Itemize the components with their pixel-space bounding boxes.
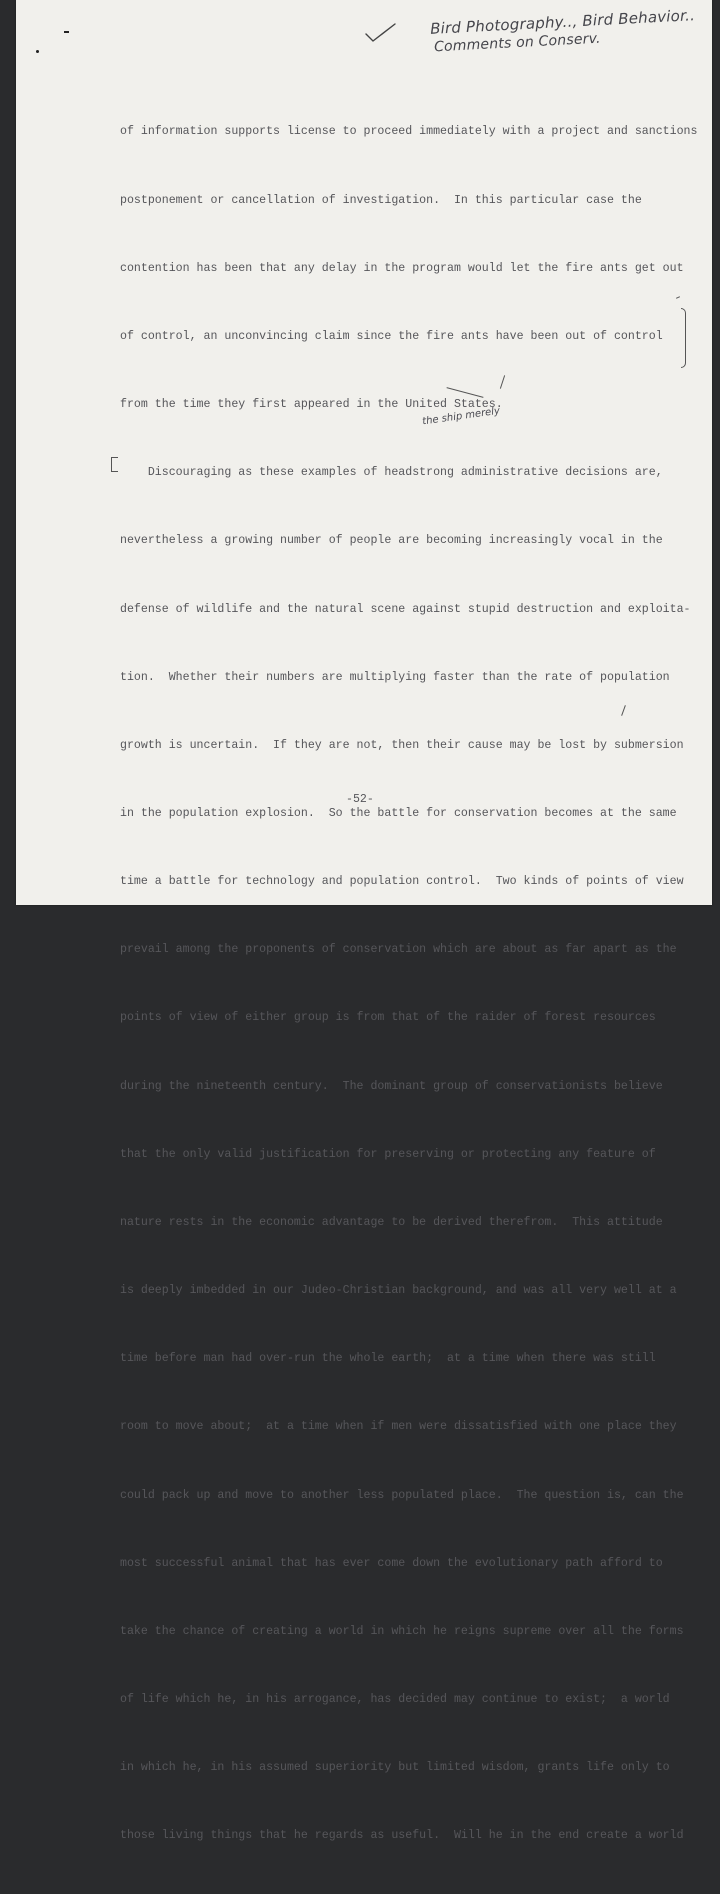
left-bracket-mark xyxy=(111,457,118,472)
margin-dot-mark xyxy=(36,50,39,53)
page-number: -52- xyxy=(346,793,374,806)
body-line: nature rests in the economic advantage to be derived therefrom. This attitude xyxy=(120,1215,663,1229)
body-line: room to move about; at a time when if men were dissatisfied with one place they xyxy=(120,1420,677,1434)
body-line: of life which he, in his arrogance, has decided may continue to exist; a world xyxy=(120,1693,670,1707)
body-line: points of view of either group is from that of the raider of forest resources xyxy=(120,1011,656,1025)
body-line: defense of wildlife and the natural scene against stupid destruction and exploita- xyxy=(120,602,691,616)
body-line: Discouraging as these examples of headstrong administrative decisions are, xyxy=(120,466,663,480)
body-line: of control, an unconvincing claim since the fire ants have been out of control xyxy=(120,329,663,343)
body-line: time before man had over-run the whole earth; at a time when there was still xyxy=(120,1352,656,1366)
body-line: from the time they first appeared in the United States. xyxy=(120,398,503,412)
right-margin-bracket xyxy=(681,308,686,368)
document-page xyxy=(16,0,712,1843)
body-line: most successful animal that has ever come down the evolutionary path afford to xyxy=(120,1556,663,1570)
body-line: take the chance of creating a world in which he reigns supreme over all the forms xyxy=(120,1624,684,1638)
body-line: postponement or cancellation of investigation. In this particular case the xyxy=(120,193,642,207)
handwritten-note-line-1: Bird Photography.., Bird Behavior.. xyxy=(429,6,696,38)
body-line: in which he, in his assumed superiority but limited wisdom, grants life only to xyxy=(120,1761,670,1775)
body-line: growth is uncertain. If they are not, then their cause may be lost by submersion xyxy=(120,738,684,752)
body-line: of information supports license to proceed immediately with a project and sanctions xyxy=(120,125,698,139)
body-line: nevertheless a growing number of people are becoming increasingly vocal in the xyxy=(120,534,663,548)
handwritten-note-line-2: Comments on Conserv. xyxy=(433,30,602,56)
typed-body-text xyxy=(120,76,698,1894)
body-line: prevail among the proponents of conservation which are about as far apart as the xyxy=(120,943,677,957)
body-line: could pack up and move to another less populated place. The question is, can the xyxy=(120,1488,684,1502)
body-line: during the nineteenth century. The dominant group of conservationists believe xyxy=(120,1079,663,1093)
margin-dash-mark xyxy=(64,31,69,33)
body-line: tion. Whether their numbers are multiplying faster than the rate of population xyxy=(120,670,670,684)
body-line: in the population explosion. So the battle for conservation becomes at the same xyxy=(120,807,677,820)
body-line: that the only valid justification for preserving or protecting any feature of xyxy=(120,1147,656,1161)
body-line: those living things that he regards as useful. Will he in the end create a world xyxy=(120,1829,684,1843)
handwritten-insertion: the ship merely xyxy=(421,405,501,428)
body-line: is deeply imbedded in our Judeo-Christian background, and was all very well at a xyxy=(120,1284,677,1298)
body-line: contention has been that any delay in the program would let the fire ants get out xyxy=(120,261,684,275)
body-line: time a battle for technology and population control. Two kinds of points of view xyxy=(120,875,684,889)
checkmark-icon xyxy=(364,22,398,44)
